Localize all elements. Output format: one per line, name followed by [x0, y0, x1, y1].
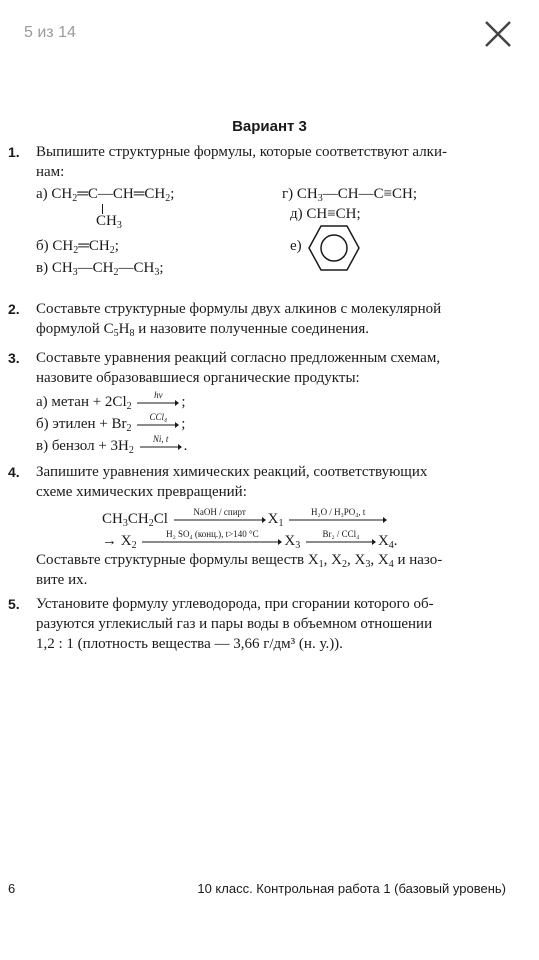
q4-text-line1: Запишите уравнения химических реакций, соответствующих	[36, 464, 428, 480]
reaction-arrow: H₂O / H₃PO₄, t	[289, 516, 387, 524]
reaction-arrow: CCl₄	[137, 421, 179, 429]
footer-page-number: 6	[8, 881, 16, 896]
reaction-arrow: hν	[137, 399, 179, 407]
q2-text-line2: формулой $C_5H_8$ и назовите полученные соединения.	[36, 321, 369, 339]
q1-option-b: б) $CH_2═CH_2$;	[36, 238, 119, 256]
q4-text-line3: Составьте структурные формулы веществ $X_1$, $X_2$, $X_3$, $X_4$ и назо-	[36, 552, 443, 570]
q1-a-methyl: $CH_3$	[96, 213, 122, 231]
q1-text-line1: Выпишите структурные формулы, которые соответствуют алки-	[36, 144, 447, 160]
document-page	[0, 70, 539, 960]
q3-option-v: в) бензол + $3H_2$ Ni, t .	[36, 433, 188, 456]
reaction-arrow: NaOH / спирт	[174, 516, 266, 524]
q1-option-a: а) $CH_2═C—CH═CH_2$;	[36, 186, 175, 204]
q1-text-line2: нам:	[36, 164, 65, 180]
q4-text-line4: вите их.	[36, 572, 88, 588]
q3-text-line2: назовите образовавшиеся органические продукты:	[36, 370, 360, 386]
q5-text-line2: разуются углекислый газ и пары воды в объемном отношении	[36, 616, 433, 632]
q2-text-line1: Составьте структурные формулы двух алкинов с молекулярной	[36, 301, 442, 317]
q3-number: 3.	[8, 350, 20, 366]
q5-text-line3: 1,2 : 1 (плотность вещества — 3,66 г/дм³ (н. у.)).	[36, 636, 343, 652]
q1-option-d: д) CH≡CH;	[290, 206, 361, 222]
q4-number: 4.	[8, 464, 20, 480]
viewer-toolbar	[0, 0, 539, 70]
close-icon	[478, 14, 518, 54]
q3-text-line1: Составьте уравнения реакций согласно предложенным схемам,	[36, 350, 441, 366]
q3-option-a: а) метан + $2Cl_2$ hν ;	[36, 389, 186, 412]
q5-text-line1: Установите формулу углеводорода, при сгорании которого об-	[36, 596, 434, 612]
benzene-ring-icon	[307, 224, 361, 272]
q4-scheme-line2: → $X_2$ H₂ SO₄ (конц.), t>140 °C $X_3$ Br₂ / CCl₄ $X_4$.	[102, 528, 398, 551]
q4-text-line2: схеме химических превращений:	[36, 484, 247, 500]
q5-number: 5.	[8, 596, 20, 612]
q1-option-g: г) $CH_3—CH—C\equiv CH$;	[282, 186, 418, 204]
q1-option-v: в) $CH_3—CH_2—CH_3$;	[36, 260, 164, 278]
reaction-arrow: Ni, t	[140, 443, 182, 451]
reaction-arrow: H₂ SO₄ (конц.), t>140 °C	[142, 538, 282, 546]
q4-scheme-line1: $CH_3CH_2Cl$ NaOH / спирт $X_1$ H₂O / H₃PO₄, t	[102, 510, 389, 528]
q3-option-b: б) этилен + $Br_2$ CCl₄ ;	[36, 411, 186, 434]
footer-title: 10 класс. Контрольная работа 1 (базовый уровень)	[197, 881, 506, 896]
close-button[interactable]	[478, 14, 518, 54]
q1-option-e: е)	[290, 238, 302, 254]
reaction-arrow: Br₂ / CCl₄	[306, 538, 376, 546]
q2-number: 2.	[8, 301, 20, 317]
q1-number: 1.	[8, 144, 20, 160]
page-counter: 5 из 14	[24, 24, 76, 41]
variant-title: Вариант 3	[232, 118, 307, 135]
